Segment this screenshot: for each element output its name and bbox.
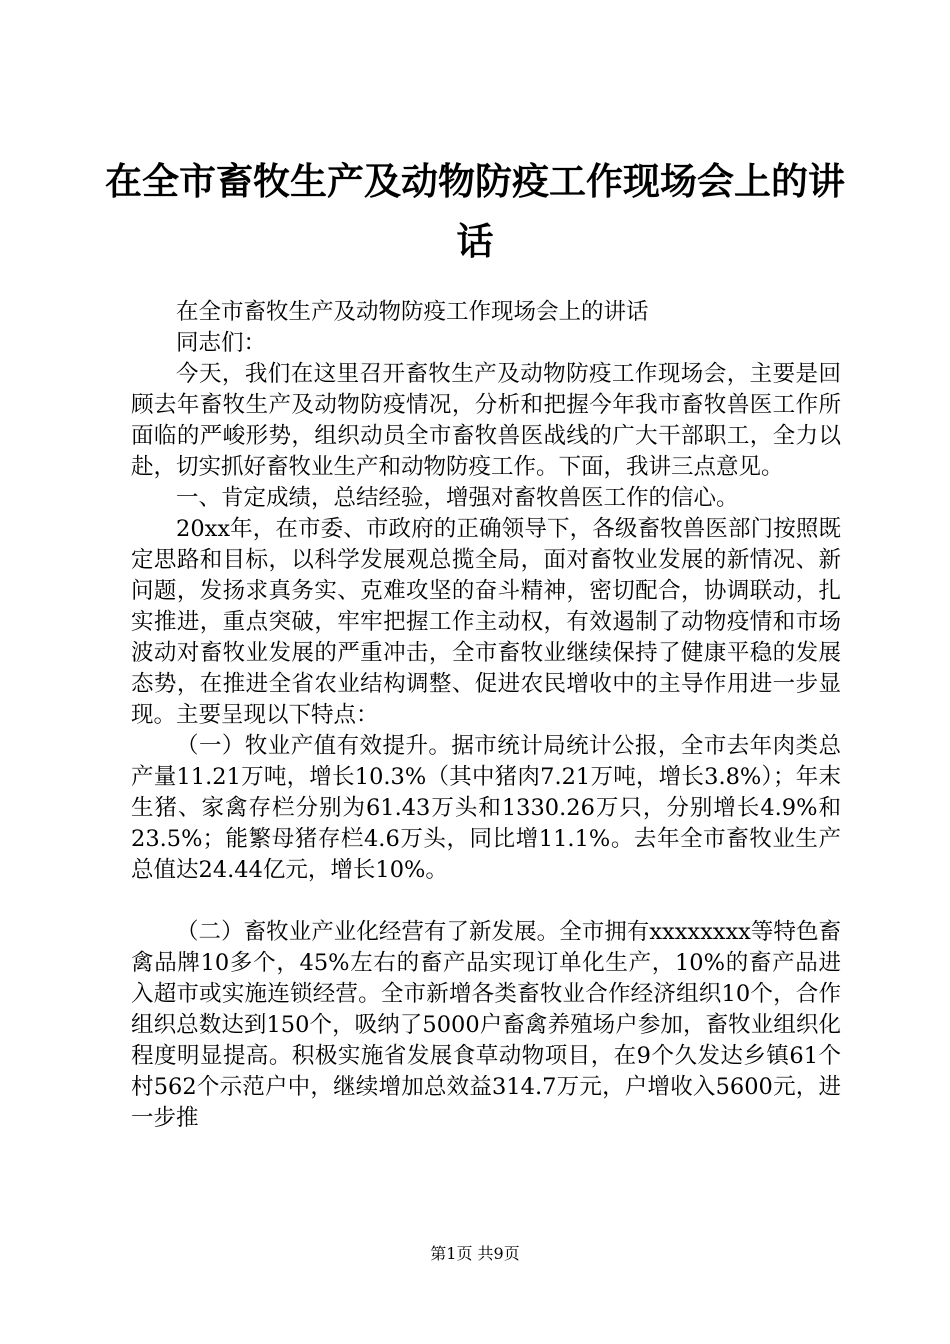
page-number-footer: 第1页 共9页: [430, 1244, 520, 1263]
intro-paragraph: 今天，我们在这里召开畜牧生产及动物防疫工作现场会，主要是回顾去年畜牧生产及动物防疫情况，分析和把握今年我市畜牧兽医工作所面临的严峻形势，组织动员全市畜牧兽医战线的广大干部职工，全力以赴，切实抓好畜牧业生产和动物防疫工作。下面，我讲三点意见。: [131, 361, 841, 480]
section-heading: 一、肯定成绩，总结经验，增强对畜牧兽医工作的信心。: [176, 485, 739, 511]
body-paragraph: 20xx年，在市委、市政府的正确领导下，各级畜牧兽医部门按照既定思路和目标，以科学发展观总揽全局，面对畜牧业发展的新情况、新问题，发扬求真务实、克难攻坚的奋斗精神，密切配合，协调联动，扎实推进，重点突破，牢牢把握工作主动权，有效遏制了动物疫情和市场波动对畜牧业发展的严重冲击，全市畜牧业继续保持了健康平稳的发展态势，在推进全省农业结构调整、促进农民增收中的主导作用进一步显现。主要呈现以下特点：: [131, 516, 841, 728]
document-title-line-1: 在全市畜牧生产及动物防疫工作现场会上的讲: [105, 160, 845, 203]
document-title-line-2: 话: [456, 220, 494, 263]
subtitle-paragraph: 在全市畜牧生产及动物防疫工作现场会上的讲话: [176, 299, 649, 325]
salutation-paragraph: 同志们：: [176, 330, 267, 356]
document-body: [131, 297, 841, 1134]
body-paragraph: （一）牧业产值有效提升。据市统计局统计公报，全市去年肉类总产量11.21万吨，增长10.3%（其中猪肉7.21万吨，增长3.8%）；年末生猪、家禽存栏分别为61.43万头和1330.26万只，分别增长4.9%和23.5%；能繁母猪存栏4.6万头，同比增11.1%。去年全市畜牧业生产总值达24.44亿元，增长10%。: [131, 733, 841, 883]
body-paragraph: （二）畜牧业产业化经营有了新发展。全市拥有xxxxxxxx等特色畜禽品牌10多个，45%左右的畜产品实现订单化生产，10%的畜产品进入超市或实施连锁经营。全市新增各类畜牧业合作经济组织10个，合作组织总数达到150个，吸纳了5000户畜禽养殖场户参加，畜牧业组织化程度明显提高。积极实施省发展食草动物项目，在9个久发达乡镇61个村562个示范户中，继续增加总效益314.7万元，户增收入5600元，进一步推: [131, 919, 841, 1131]
